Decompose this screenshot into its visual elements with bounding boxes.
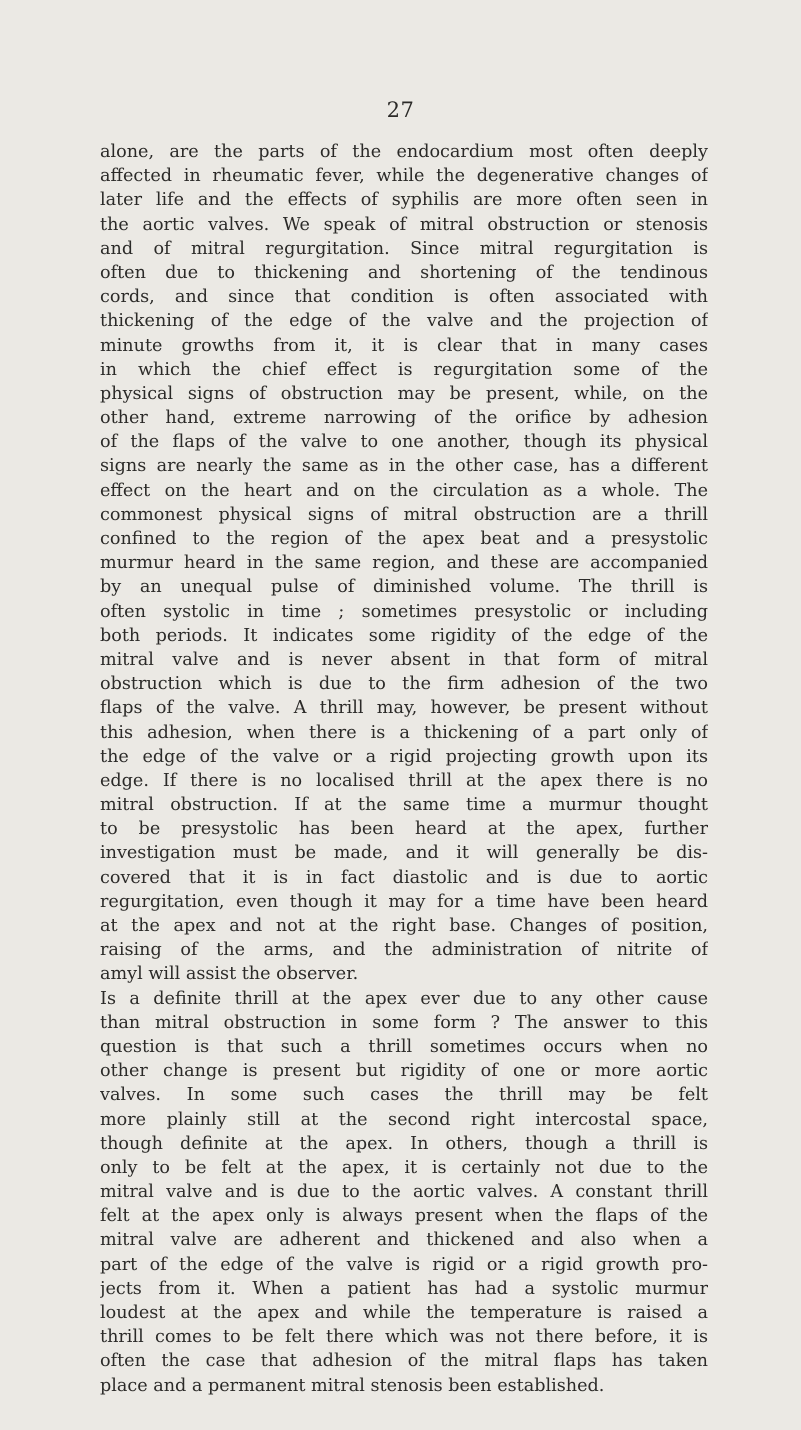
text-line: effect on the heart and on the circulation as a whole. The [100, 480, 708, 501]
text-line: minute growths from it, it is clear that in many cases [100, 335, 708, 356]
text-line: Is a definite thrill at the apex ever due to any other cause [100, 988, 708, 1009]
text-line: commonest physical signs of mitral obstruction are a thrill [100, 504, 708, 525]
text-line: part of the edge of the valve is rigid or a rigid growth pro- [100, 1254, 708, 1275]
text-line: by an unequal pulse of diminished volume. The thrill is [100, 577, 708, 598]
text-line: mitral valve are adherent and thickened and also when a [100, 1230, 708, 1251]
text-line: raising of the arms, and the administration of nitrite of [100, 940, 708, 961]
text-line: thrill comes to be felt there which was not there before, it is [100, 1327, 708, 1348]
text-line: at the apex and not at the right base. Changes of position, [100, 916, 708, 936]
text-line: place and a permanent mitral stenosis been established. [100, 1375, 605, 1396]
text-line: regurgitation, even though it may for a time have been heard [100, 891, 708, 912]
text-line: to be presystolic has been heard at the apex, further [100, 819, 708, 840]
page-number: 27 [386, 98, 415, 122]
text-line: this adhesion, when there is a thickening of a part only of [100, 722, 708, 743]
text-line: alone, are the parts of the endocardium most often deeply [100, 142, 708, 162]
text-line: flaps of the valve. A thrill may, however, be present without [100, 698, 708, 719]
text-line: though definite at the apex. In others, though a thrill is [100, 1133, 708, 1154]
paragraph [100, 987, 708, 1398]
text-line: covered that it is in fact diastolic and is due to aortic [100, 867, 708, 888]
text-line: the aortic valves. We speak of mitral obstruction or stenosis [100, 214, 708, 235]
text-line: edge. If there is no localised thrill at the apex there is no [100, 770, 708, 791]
text-line: both periods. It indicates some rigidity of the edge of the [100, 625, 708, 646]
text-line: felt at the apex only is always present when the flaps of the [100, 1206, 708, 1227]
text-line: cords, and since that condition is often associated with [100, 287, 708, 308]
text-line: obstruction which is due to the firm adhesion of the two [100, 674, 708, 695]
text-line: physical signs of obstruction may be present, while, on the [100, 383, 708, 404]
text-line: and of mitral regurgitation. Since mitral regurgitation is [100, 238, 708, 259]
text-line: jects from it. When a patient has had a systolic murmur [100, 1278, 708, 1299]
text-line: mitral obstruction. If at the same time a murmur thought [100, 795, 708, 816]
text-line: murmur heard in the same region, and these are accompanied [100, 553, 708, 574]
text-line: only to be felt at the apex, it is certainly not due to the [100, 1157, 708, 1178]
text-line: confined to the region of the apex beat and a presystolic [100, 529, 708, 549]
paragraph [100, 140, 708, 987]
text-line: mitral valve and is due to the aortic valves. A constant thrill [100, 1182, 708, 1203]
text-line: affected in rheumatic fever, while the degenerative changes of [100, 166, 708, 187]
text-line: thickening of the edge of the valve and the projection of [100, 311, 708, 332]
text-line: valves. In some such cases the thrill may be felt [100, 1085, 708, 1106]
text-line: often due to thickening and shortening of the tendinous [100, 262, 708, 283]
text-line: often systolic in time ; sometimes presystolic or including [100, 601, 708, 622]
text-line: investigation must be made, and it will generally be dis- [100, 843, 708, 864]
text-line: amyl will assist the observer. [100, 964, 359, 985]
text-line: more plainly still at the second right intercostal space, [100, 1109, 708, 1130]
text-line: loudest at the apex and while the temperature is raised a [100, 1303, 708, 1323]
text-line: the edge of the valve or a rigid projecting growth upon its [100, 746, 708, 767]
text-line: question is that such a thrill sometimes occurs when no [100, 1036, 708, 1057]
text-line: other hand, extreme narrowing of the orifice by adhesion [100, 408, 708, 429]
text-line: of the flaps of the valve to one another, though its physical [100, 432, 708, 453]
page-body [100, 140, 708, 1398]
text-line: later life and the effects of syphilis are more often seen in [100, 190, 708, 211]
text-line: mitral valve and is never absent in that form of mitral [100, 649, 708, 670]
text-line: signs are nearly the same as in the other case, has a different [100, 456, 708, 477]
text-line: often the case that adhesion of the mitral flaps has taken [100, 1351, 708, 1372]
text-line: in which the chief effect is regurgitation some of the [100, 359, 708, 380]
text-line: other change is present but rigidity of one or more aortic [100, 1061, 708, 1082]
text-line: than mitral obstruction in some form ? The answer to this [100, 1012, 708, 1033]
